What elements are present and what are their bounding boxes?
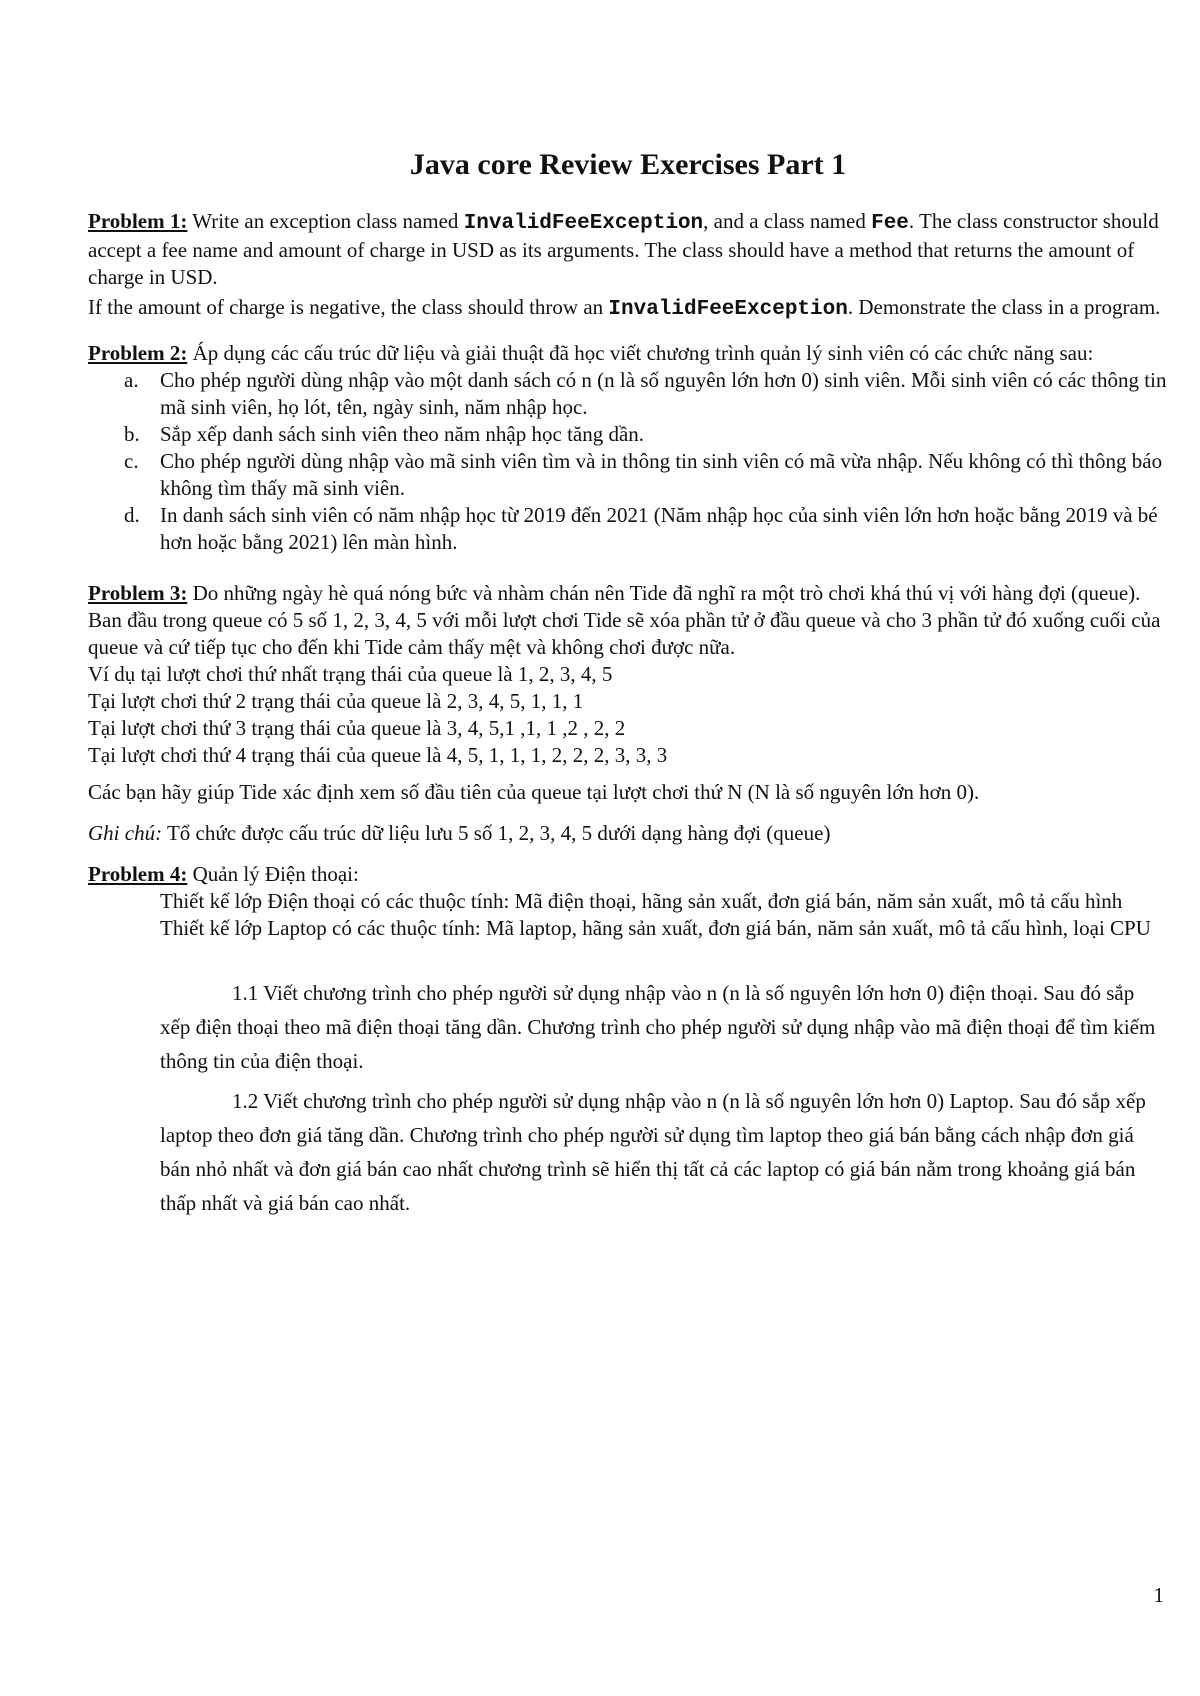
problem-1-text-part: Write an exception class named bbox=[187, 209, 464, 233]
class-name-invalidfeeexception: InvalidFeeException bbox=[608, 298, 848, 321]
problem-1-text-part: If the amount of charge is negative, the class should throw an bbox=[88, 295, 609, 319]
queue-state-line: Tại lượt chơi thứ 4 trạng thái của queue là 4, 5, 1, 1, 1, 2, 2, 2, 3, 3, 3 bbox=[88, 743, 668, 767]
queue-state-line: Ví dụ tại lượt chơi thứ nhất trạng thái của queue là 1, 2, 3, 4, 5 bbox=[88, 662, 613, 686]
note-label: Ghi chú: bbox=[88, 821, 163, 845]
document-body bbox=[88, 146, 1168, 1232]
laptop-class-design: Thiết kế lớp Laptop có các thuộc tính: Mã laptop, hãng sản xuất, đơn giá bán, năm sản xuất, mô tả cấu hình, loại CPU bbox=[160, 916, 1151, 940]
problem-1 bbox=[88, 208, 1168, 326]
list-item bbox=[88, 421, 1168, 448]
class-name-fee: Fee bbox=[871, 212, 909, 235]
problem-3-question: Các bạn hãy giúp Tide xác định xem số đầu tiên của queue tại lượt chơi thứ N (N là số nguyên lớn hơn 0). bbox=[88, 780, 980, 804]
list-item bbox=[88, 448, 1168, 502]
note-text: Tổ chức được cấu trúc dữ liệu lưu 5 số 1, 2, 3, 4, 5 dưới dạng hàng đợi (queue) bbox=[162, 821, 831, 845]
problem-4-label: Problem 4: bbox=[88, 862, 188, 886]
page-number: 1 bbox=[1153, 1583, 1164, 1607]
queue-state-line: Tại lượt chơi thứ 3 trạng thái của queue là 3, 4, 5,1 ,1, 1 ,2 , 2, 2 bbox=[88, 716, 626, 740]
problem-1-label: Problem 1: bbox=[88, 209, 188, 233]
problem-4 bbox=[88, 861, 1168, 1220]
problem-4-intro-text: Quản lý Điện thoại: bbox=[187, 862, 359, 886]
problem-3 bbox=[88, 580, 1168, 847]
list-item-text: Sắp xếp danh sách sinh viên theo năm nhập học tăng dần. bbox=[160, 422, 645, 446]
list-item-text: In danh sách sinh viên có năm nhập học từ 2019 đến 2021 (Năm nhập học của sinh viên lớn hơn hoặc bằng 2019 và bé hơn hoặc bằng 2021) lên màn hình. bbox=[160, 503, 1158, 554]
list-item bbox=[88, 502, 1168, 556]
list-item bbox=[88, 367, 1168, 421]
problem-1-text bbox=[88, 208, 1168, 291]
task-1-1: 1.1 Viết chương trình cho phép người sử dụng nhập vào n (n là số nguyên lớn hơn 0) điện thoại. Sau đó sắp xếp điện thoại theo mã điện thoại tăng dần. Chương trình cho phép người sử dụng nhập vào mã điện thoại để tìm kiếm thông tin của điện thoại. bbox=[160, 981, 1156, 1073]
phone-class-design: Thiết kế lớp Điện thoại có các thuộc tính: Mã điện thoại, hãng sản xuất, đơn giá bán, năm sản xuất, mô tả cấu hình bbox=[160, 889, 1123, 913]
list-marker: d. bbox=[124, 503, 140, 527]
problem-1-text-part: , and a class named bbox=[703, 209, 872, 233]
problem-3-note bbox=[88, 820, 1168, 847]
problem-4-intro bbox=[88, 861, 1168, 888]
problem-2 bbox=[88, 340, 1168, 556]
problem-2-intro-text: Áp dụng các cấu trúc dữ liệu và giải thuật đã học viết chương trình quản lý sinh viên có các chức năng sau: bbox=[187, 341, 1094, 365]
problem-3-intro-text: Do những ngày hè quá nóng bức và nhàm chán nên Tide đã nghĩ ra một trò chơi khá thú vị với hàng đợi (queue). Ban đầu trong queue có 5 số 1, 2, 3, 4, 5 với mỗi lượt chơi Tide sẽ xóa phần tử ở đầu queue và cho 3 phần tử đó xuống cuối của queue và cứ tiếp tục cho đến khi Tide cảm thấy mệt và không chơi được nữa. bbox=[88, 581, 1161, 659]
queue-state-line: Tại lượt chơi thứ 2 trạng thái của queue là 2, 3, 4, 5, 1, 1, 1 bbox=[88, 689, 584, 713]
list-marker: a. bbox=[124, 368, 139, 392]
list-item-text: Cho phép người dùng nhập vào mã sinh viên tìm và in thông tin sinh viên có mã vừa nhập. Nếu không có thì thông báo không tìm thấy mã sinh viên. bbox=[160, 449, 1163, 500]
problem-2-list bbox=[88, 367, 1168, 556]
problem-2-label: Problem 2: bbox=[88, 341, 188, 365]
list-marker: c. bbox=[124, 449, 139, 473]
task-1-2: 1.2 Viết chương trình cho phép người sử dụng nhập vào n (n là số nguyên lớn hơn 0) Laptop. Sau đó sắp xếp laptop theo đơn giá tăng dần. Chương trình cho phép người sử dụng tìm laptop theo giá bán bằng cách nhập đơn giá bán nhỏ nhất và đơn giá bán cao nhất chương trình sẽ hiển thị tất cả các laptop có giá bán nằm trong khoảng giá bán thấp nhất và giá bán cao nhất. bbox=[160, 1089, 1146, 1215]
document-title: Java core Review Exercises Part 1 bbox=[409, 148, 847, 181]
problem-3-intro bbox=[88, 580, 1168, 661]
problem-1-text-2 bbox=[88, 291, 1168, 326]
problem-1-text-part: . The class constructor should accept a fee name and amount of charge in USD as its arguments. The class should have a method that returns the amount of charge in USD. bbox=[88, 209, 1159, 289]
list-item-text: Cho phép người dùng nhập vào một danh sách có n (n là số nguyên lớn hơn 0) sinh viên. Mỗi sinh viên có các thông tin mã sinh viên, họ lót, tên, ngày sinh, năm nhập học. bbox=[160, 368, 1167, 419]
list-marker: b. bbox=[124, 422, 140, 446]
problem-1-text-part: . Demonstrate the class in a program. bbox=[847, 295, 1161, 319]
problem-2-intro bbox=[88, 340, 1168, 367]
class-name-invalidfeeexception: InvalidFeeException bbox=[463, 212, 704, 235]
problem-3-label: Problem 3: bbox=[88, 581, 188, 605]
